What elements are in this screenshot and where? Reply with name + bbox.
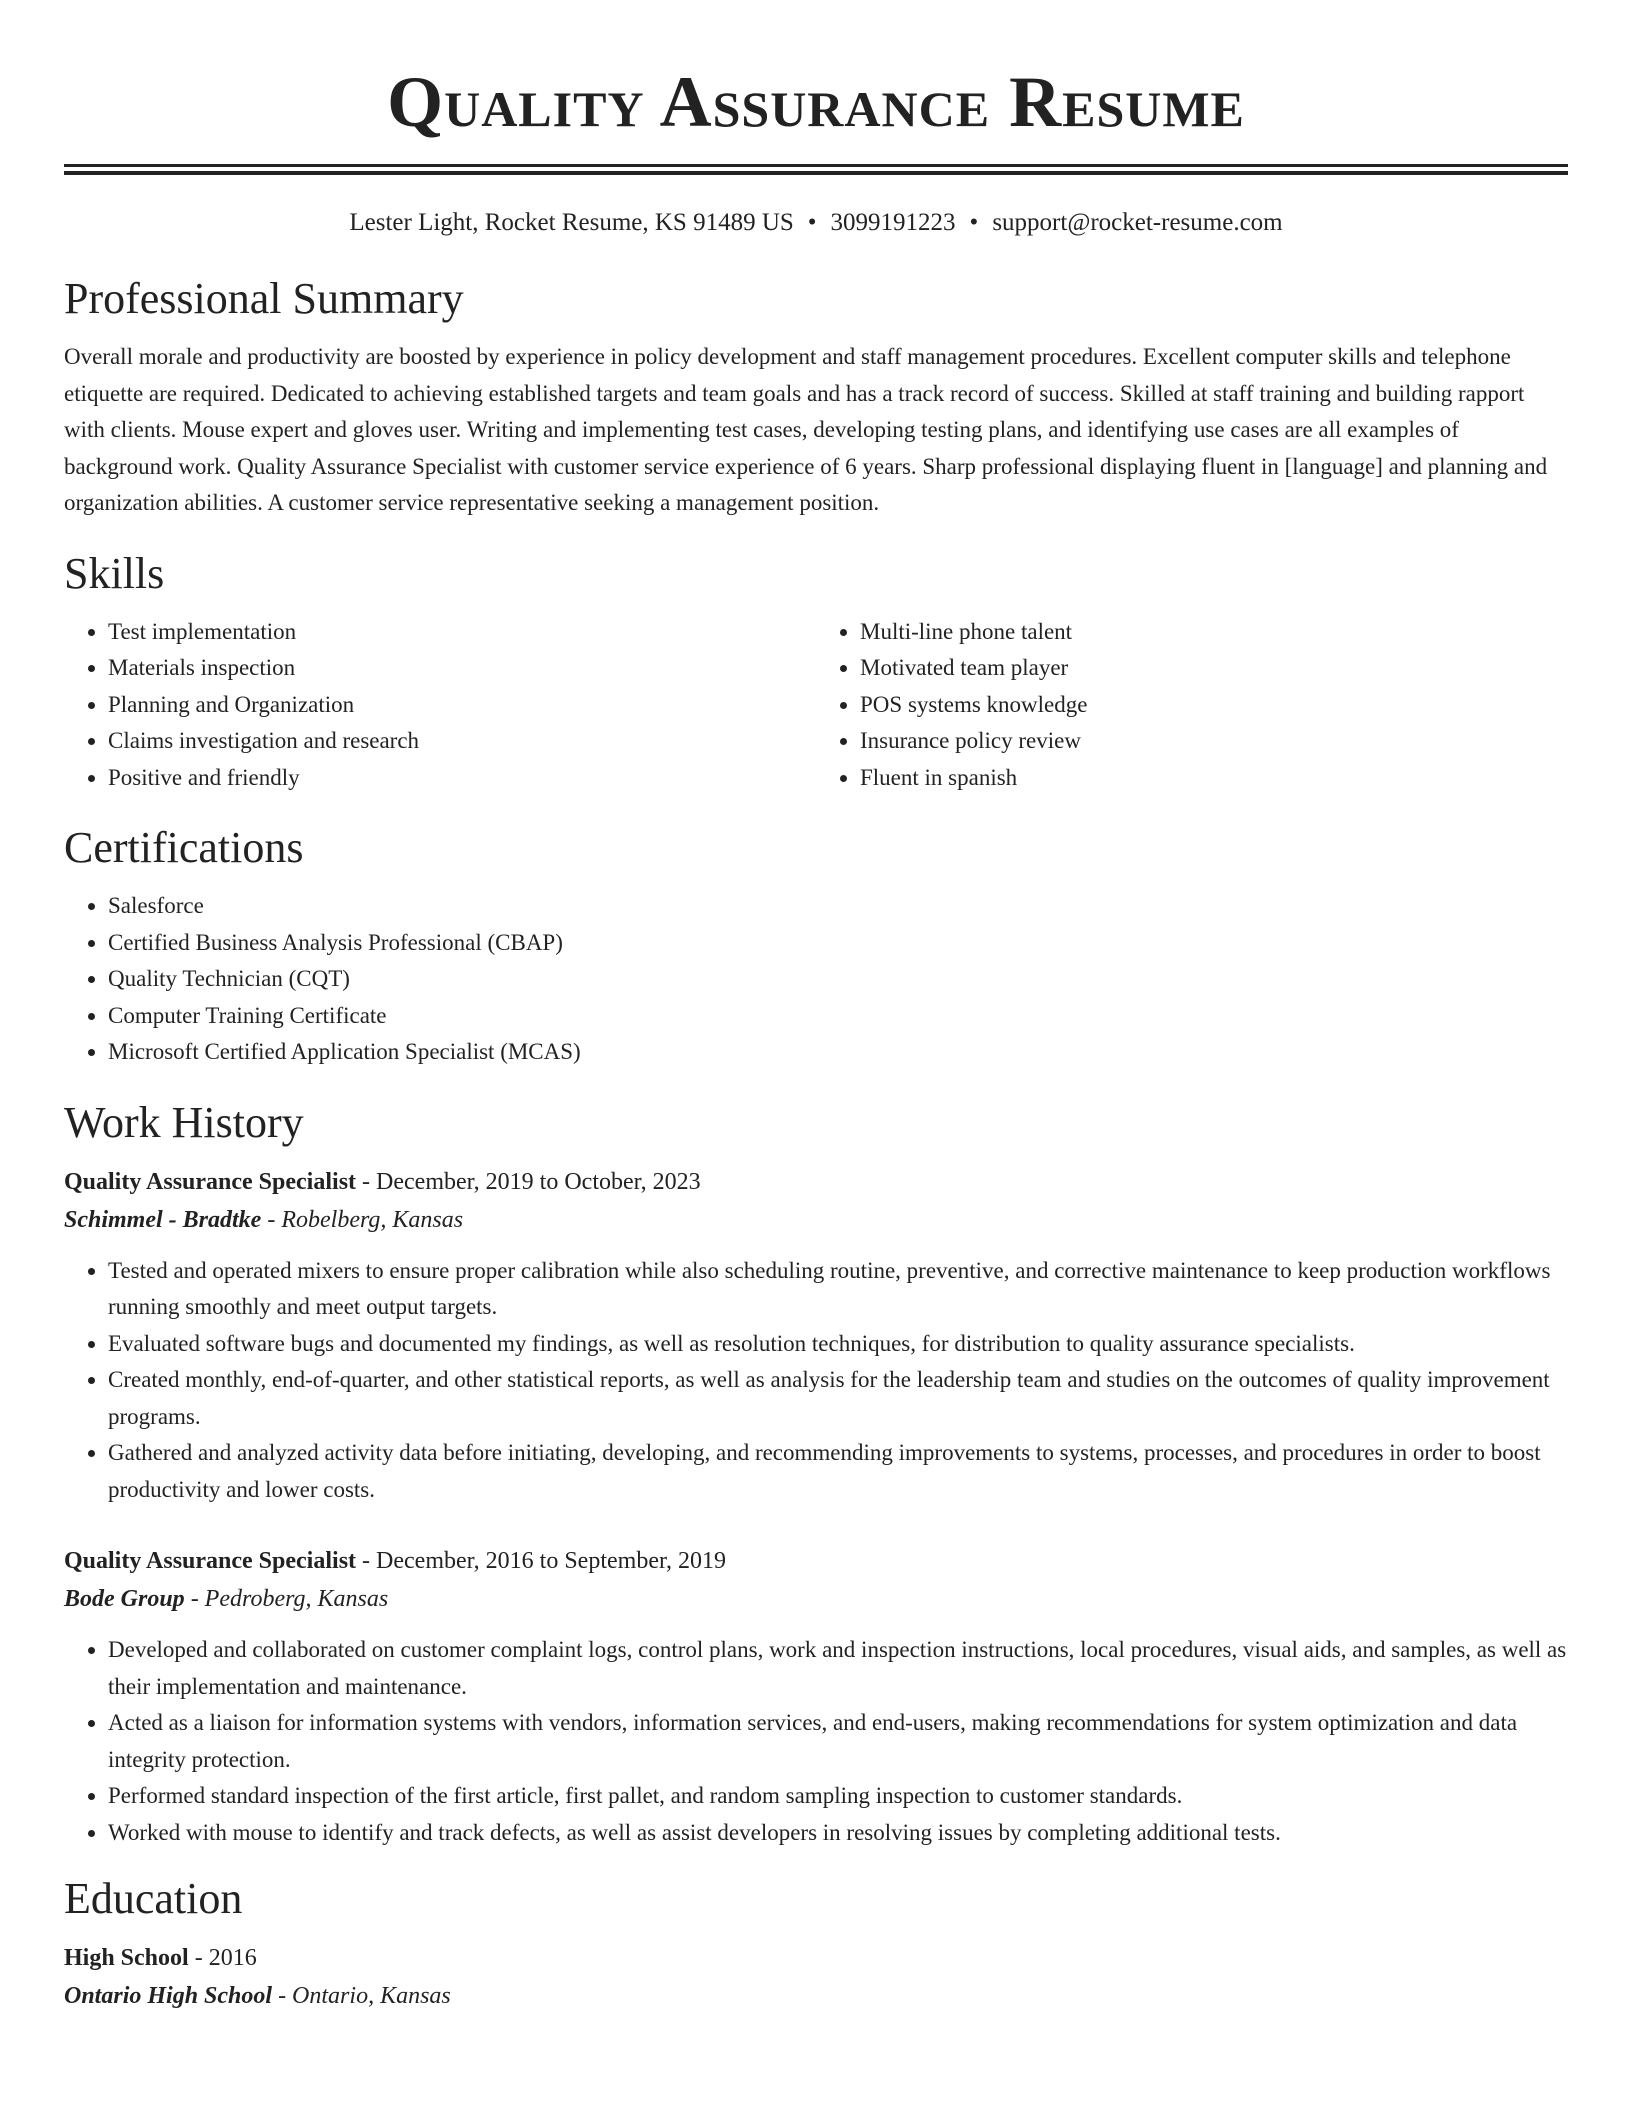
job-title: Quality Assurance Specialist [64,1168,357,1195]
job-bullets [64,1632,1568,1851]
school-location: - Ontario, Kansas [272,1983,451,2009]
skill-item: • Test implementation [108,614,816,651]
job-dates: - December, 2016 to September, 2019 [356,1548,727,1574]
company-name: Schimmel - Bradtke [64,1206,262,1233]
skill-item: • Fluent in spanish [860,760,1568,797]
degree-line [64,1939,1568,1977]
resume-title: Quality Assurance Resume [387,62,1245,142]
contact-separator: • [969,209,979,236]
section-heading: Education [64,1874,243,1923]
professional-summary-section [64,273,1568,522]
contact-separator: • [807,209,817,236]
summary-text: Overall morale and productivity are boosted by experience in policy development and staff management procedures. Excellent computer skills and telephone etiquette are required. Dedicated to achieving established targets and team goals and has a track record of success. Skilled at staff training and building rapport with clients. Mouse expert and gloves user. Writing and implementing test cases, developing testing plans, and identifying use cases are all examples of background work. Quality Assurance Specialist with customer service experience of 6 years. Sharp professional displaying fluent in [language] and planning and organization abilities. A customer service representative seeking a management position. [64,344,1548,515]
certifications-list [64,888,1568,1071]
skill-item: • Insurance policy review [860,723,1568,760]
skill-item: • POS systems knowledge [860,687,1568,724]
graduation-year: - 2016 [188,1945,257,1971]
section-heading: Certifications [64,823,304,872]
company-line [64,1201,1568,1239]
contact-address: Lester Light, Rocket Resume, KS 91489 US [349,209,794,236]
job-title: Quality Assurance Specialist [64,1548,357,1574]
education-entry [64,1939,1568,2015]
section-heading: Work History [64,1097,304,1147]
skill-item: • Motivated team player [860,650,1568,687]
company-location: - Robelberg, Kansas [261,1206,464,1233]
school-name: Ontario High School [64,1983,273,2009]
contact-email: support@rocket-resume.com [992,209,1283,236]
certifications-section [64,822,1568,1071]
section-heading: Professional Summary [64,274,464,323]
job-bullet: • Worked with mouse to identify and track defects, as well as assist developers in resolving issues by completing additional tests. [108,1815,1568,1852]
certification-item: • Computer Training Certificate [108,998,1568,1035]
company-location: - Pedroberg, Kansas [184,1586,389,1612]
certification-item: • Certified Business Analysis Professional (CBAP) [108,925,1568,962]
skill-item: • Positive and friendly [108,760,816,797]
job-bullet: • Evaluated software bugs and documented my findings, as well as resolution techniques, for distribution to quality assurance specialists. [108,1326,1568,1363]
school-line [64,1977,1568,2015]
skill-item: • Claims investigation and research [108,723,816,760]
certification-item: • Salesforce [108,888,1568,925]
skills-list-left [64,614,816,797]
skill-item: • Multi-line phone talent [860,614,1568,651]
job-dates: - December, 2019 to October, 2023 [356,1168,701,1195]
job-bullet: • Tested and operated mixers to ensure proper calibration while also scheduling routine, preventive, and corrective maintenance to keep production workflows running smoothly and meet output targets. [108,1253,1568,1326]
job-bullet: • Acted as a liaison for information systems with vendors, information services, and end-users, making recommendations for system optimization and data integrity protection. [108,1705,1568,1778]
job-title-line [64,1542,1568,1580]
section-heading: Skills [64,548,165,598]
job-bullet: • Created monthly, end-of-quarter, and other statistical reports, as well as analysis for the leadership team and studies on the outcomes of quality improvement programs. [108,1362,1568,1435]
company-name: Bode Group [64,1586,185,1612]
certification-item: • Quality Technician (CQT) [108,961,1568,998]
contact-line [64,207,1568,239]
skills-section [64,548,1568,797]
title-double-rule [64,164,1568,167]
company-line [64,1580,1568,1618]
job-entry [64,1163,1568,1509]
skills-list-right [816,614,1568,797]
job-bullet: • Developed and collaborated on customer complaint logs, control plans, work and inspection instructions, local procedures, visual aids, and samples, as well as their implementation and maintenance. [108,1632,1568,1705]
contact-phone: 3099191223 [830,209,956,236]
job-entry [64,1542,1568,1851]
job-bullets [64,1253,1568,1509]
skill-item: • Materials inspection [108,650,816,687]
skill-item: • Planning and Organization [108,687,816,724]
job-bullet: • Gathered and analyzed activity data before initiating, developing, and recommending improvements to systems, processes, and procedures in order to boost productivity and lower costs. [108,1435,1568,1508]
certification-item: • Microsoft Certified Application Specialist (MCAS) [108,1034,1568,1071]
degree: High School [64,1945,189,1971]
skills-columns [64,614,1568,797]
education-section [64,1873,1568,2015]
work-history-section [64,1097,1568,1852]
job-title-line [64,1163,1568,1201]
job-bullet: • Performed standard inspection of the first article, first pallet, and random sampling inspection to customer standards. [108,1778,1568,1815]
